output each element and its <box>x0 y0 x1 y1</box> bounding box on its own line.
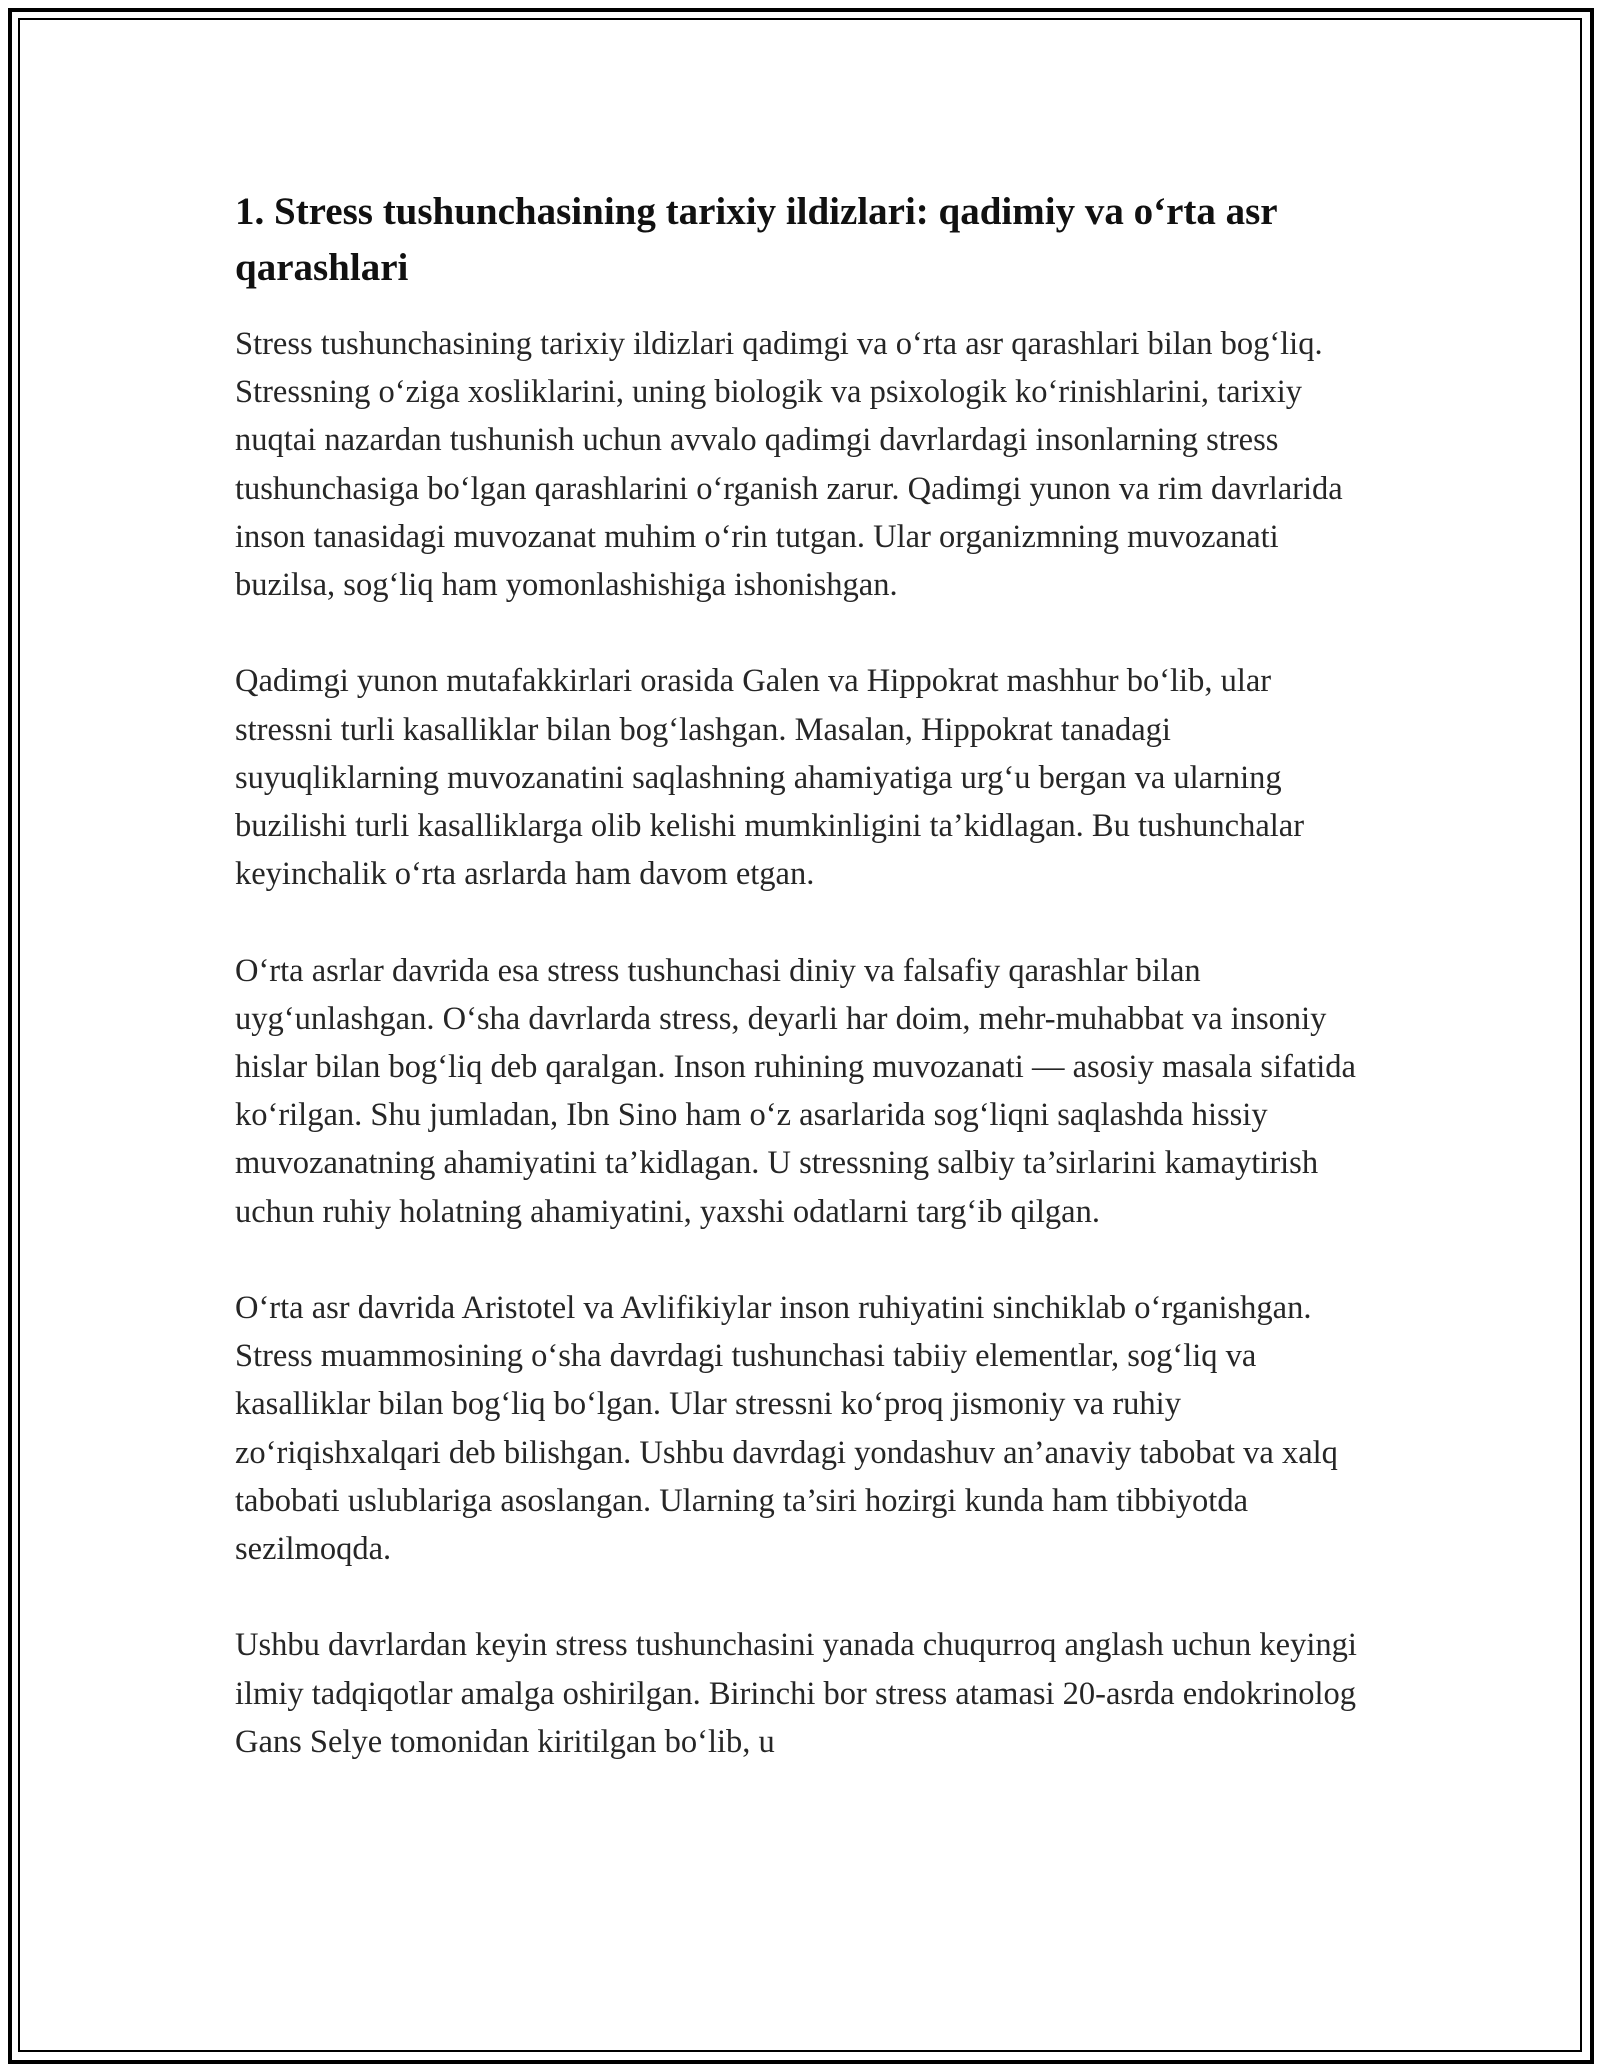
paragraph-3: O‘rta asrlar davrida esa stress tushunchasi diniy va falsafiy qarashlar bilan uyg‘unlashgan. O‘sha davrlarda stress, deyarli har doim, mehr-muhabbat va insoniy hislar bilan bog‘liq deb qaralgan. Inson ruhining muvozanati — asosiy masala sifatida ko‘rilgan. Shu jumladan, Ibn Sino ham o‘z asarlarida sog‘liqni saqlashda hissiy muvozanatning ahamiyatini ta’kidlagan. U stressning salbiy ta’sirlarini kamaytirish uchun ruhiy holatning ahamiyatini, yaxshi odatlarni targ‘ib qilgan. <box>235 952 1356 1230</box>
paragraph-4: O‘rta asr davrida Aristotel va Avlifikiylar inson ruhiyatini sinchiklab o‘rganishgan. Stress muammosining o‘sha davrdagi tushunchasi tabiiy elementlar, sog‘liq va kasalliklar bilan bog‘liq bo‘lgan. Ular stressni ko‘proq jismoniy va ruhiy zo‘riqishxalqari deb bilishgan. Ushbu davrdagi yondashuv an’anaviy tabobat va xalq tabobati uslublariga asoslangan. Ularning ta’siri hozirgi kunda ham tibbiyotda sezilmoqda. <box>235 1290 1338 1568</box>
document-body <box>235 184 1365 1766</box>
paragraph-5: Ushbu davrlardan keyin stress tushunchasini yanada chuqurroq anglash uchun keyingi ilmiy tadqiqotlar amalga oshirilgan. Birinchi bor stress atamasi 20-asrda endokrinolog Gans Selye tomonidan kiritilgan bo‘lib, u <box>235 1627 1357 1760</box>
paragraph-2: Qadimgi yunon mutafakkirlari orasida Galen va Hippokrat mashhur bo‘lib, ular stressni turli kasalliklar bilan bog‘lashgan. Masalan, Hippokrat tanadagi suyuqliklarning muvozanatini saqlashning ahamiyatiga urg‘u bergan va ularning buzilishi turli kasalliklarga olib kelishi mumkinligini ta’kidlagan. Bu tushunchalar keyinchalik o‘rta asrlarda ham davom etgan. <box>235 663 1305 893</box>
section-heading: 1. Stress tushunchasining tarixiy ildizlari: qadimiy va o‘rta asr qarashlari <box>235 190 1277 289</box>
paragraph-1: Stress tushunchasining tarixiy ildizlari qadimgi va o‘rta asr qarashlari bilan bog‘liq. Stressning o‘ziga xosliklarini, uning biologik va psixologik ko‘rinishlarini, tarixiy nuqtai nazardan tushunish uchun avvalo qadimgi davrlardagi insonlarning stress tushunchasiga bo‘lgan qarashlarini o‘rganish zarur. Qadimgi yunon va rim davrlarida inson tanasidagi muvozanat muhim o‘rin tutgan. Ular organizmning muvozanati buzilsa, sog‘liq ham yomonlashishiga ishonishgan. <box>235 326 1343 604</box>
